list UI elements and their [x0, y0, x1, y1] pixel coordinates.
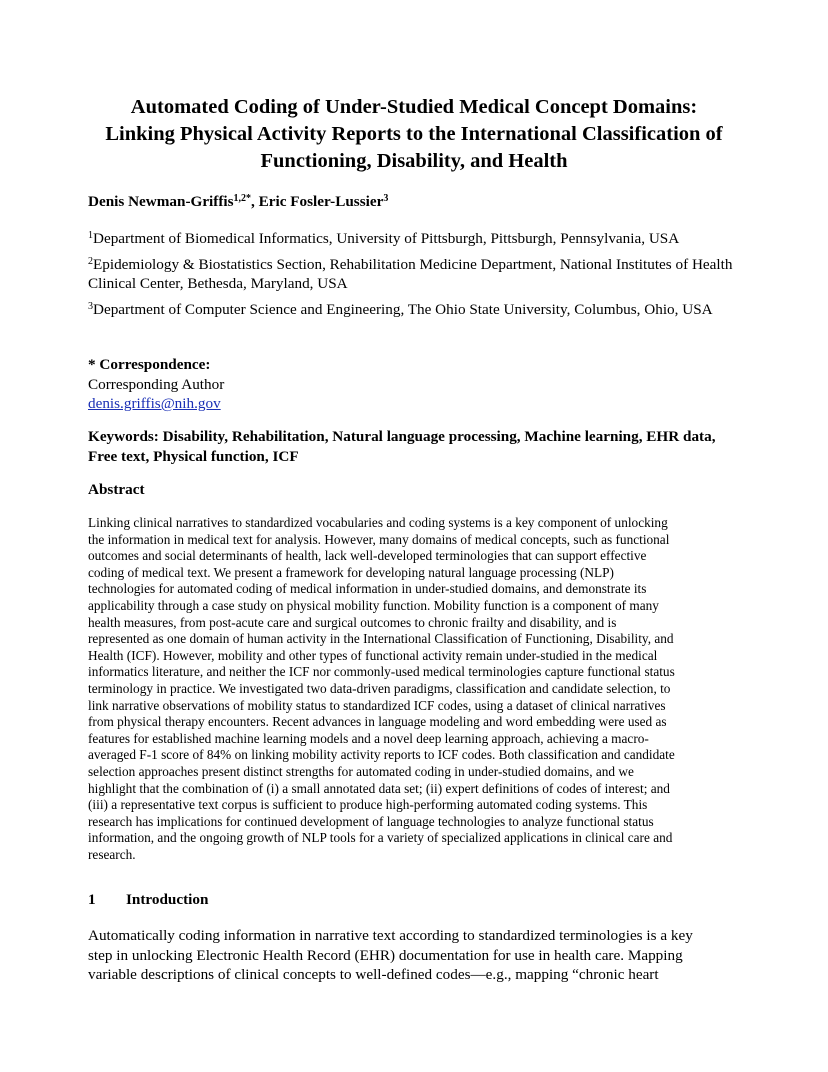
abstract-body [88, 515, 748, 863]
author-affiliation-marker: 3 [383, 193, 389, 204]
affiliation-1 [88, 229, 748, 248]
text-line: represented as one domain of human activity in the International Classification of Functioning, Disability, and [88, 631, 674, 647]
correspondence-block [88, 355, 224, 414]
text-line: (iii) a representative text corpus is sufficient to produce high-performing automated coding systems. This [88, 797, 648, 813]
text-line: coding of medical text. We present a framework for developing natural language processing (NLP) [88, 564, 614, 580]
affiliation-marker: 2 [88, 256, 93, 267]
text-line: features for established machine learning models and a novel deep learning approach, achieving a macro- [88, 730, 649, 746]
text-line: variable descriptions of clinical concepts to well-defined codes—e.g., mapping “chronic heart [88, 966, 659, 983]
text-line: applicability through a case study on physical mobility function. Mobility function is a component of many [88, 597, 659, 613]
author-separator: , [251, 193, 259, 210]
introduction-body [88, 926, 748, 985]
text-line: step in unlocking Electronic Health Record (EHR) documentation for use in health care. Mapping [88, 946, 683, 964]
text-line: information, and the ongoing growth of NLP tools for a variety of specialized applications in clinical care and [88, 830, 673, 846]
text-line: Automatically coding information in narrative text according to standardized terminologies is a key [88, 927, 693, 944]
text-line: Health (ICF). However, mobility and other types of functional activity remain under-studied in the medical [88, 647, 658, 663]
text-line: terminology in practice. We investigated two data-driven paradigms, classification and candidate selection, to [88, 680, 671, 696]
text-line: the information in medical text for analysis. However, many domains of medical concepts, such as functional [88, 531, 670, 547]
corresponding-author: Corresponding Author [88, 375, 225, 393]
paper-title [80, 94, 748, 175]
text-line: Linking clinical narratives to standardized vocabularies and coding systems is a key component of unlocking [88, 515, 668, 530]
affiliation-text: Department of Biomedical Informatics, University of Pittsburgh, Pittsburgh, Pennsylvania, USA [93, 230, 680, 247]
text-line: averaged F-1 score of 84% on linking mobility activity reports to ICF codes. Both classification and candidate [88, 747, 675, 763]
affiliation-3 [88, 300, 748, 319]
abstract-heading: Abstract [88, 481, 145, 498]
author-name: Denis Newman-Griffis [88, 193, 234, 210]
author-affiliation-marker: 1,2* [233, 193, 252, 204]
author-list [88, 192, 388, 212]
text-line: link narrative observations of mobility status to standardized ICF codes, using a dataset of clinical narratives [88, 697, 666, 713]
correspondence-heading: * Correspondence: [88, 356, 211, 373]
text-line: research. [88, 846, 136, 862]
text-line: outcomes and social determinants of health, lack well-developed terminologies that can support effective [88, 548, 647, 564]
text-line: technologies for automated coding of medical information in under-studied domains, and demonstrate its [88, 581, 647, 597]
keywords: Keywords: Disability, Rehabilitation, Natural language processing, Machine learning, EHR data, Free text, Physical function, ICF [88, 428, 716, 465]
affiliation-marker: 1 [88, 230, 93, 241]
title-line-3: Functioning, Disability, and Health [260, 150, 568, 172]
text-line: from physical therapy encounters. Recent advances in language modeling and word embedding were used as [88, 714, 667, 730]
section-title: Introduction [126, 891, 209, 908]
title-line-2: Linking Physical Activity Reports to the International Classification of [105, 123, 723, 145]
section-heading-introduction [88, 890, 208, 910]
affiliation-2 [88, 255, 748, 293]
affiliation-text: Epidemiology & Biostatistics Section, Rehabilitation Medicine Department, National Institutes of Health Clinical Center, Bethesda, Maryland, USA [88, 256, 733, 292]
text-line: research has implications for continued development of language technologies to analyze functional status [88, 813, 654, 829]
affiliation-text: Department of Computer Science and Engineering, The Ohio State University, Columbus, Ohio, USA [93, 301, 713, 318]
text-line: highlight that the combination of (i) a small annotated data set; (ii) expert definitions of codes of interest; and [88, 780, 670, 796]
text-line: selection approaches present distinct strengths for automated coding in under-studied domains, and we [88, 763, 634, 779]
section-number: 1 [88, 891, 96, 908]
author-name: Eric Fosler-Lussier [258, 193, 384, 210]
email-link[interactable]: denis.griffis@nih.gov [88, 395, 221, 412]
text-line: informatics literature, and neither the ICF nor commonly-used medical terminologies capture functional status [88, 664, 675, 680]
title-line-1: Automated Coding of Under-Studied Medical Concept Domains: [130, 96, 698, 118]
text-line: health measures, from post-acute care and surgical outcomes to chronic frailty and disability, and is [88, 614, 617, 630]
affiliation-marker: 3 [88, 301, 93, 312]
